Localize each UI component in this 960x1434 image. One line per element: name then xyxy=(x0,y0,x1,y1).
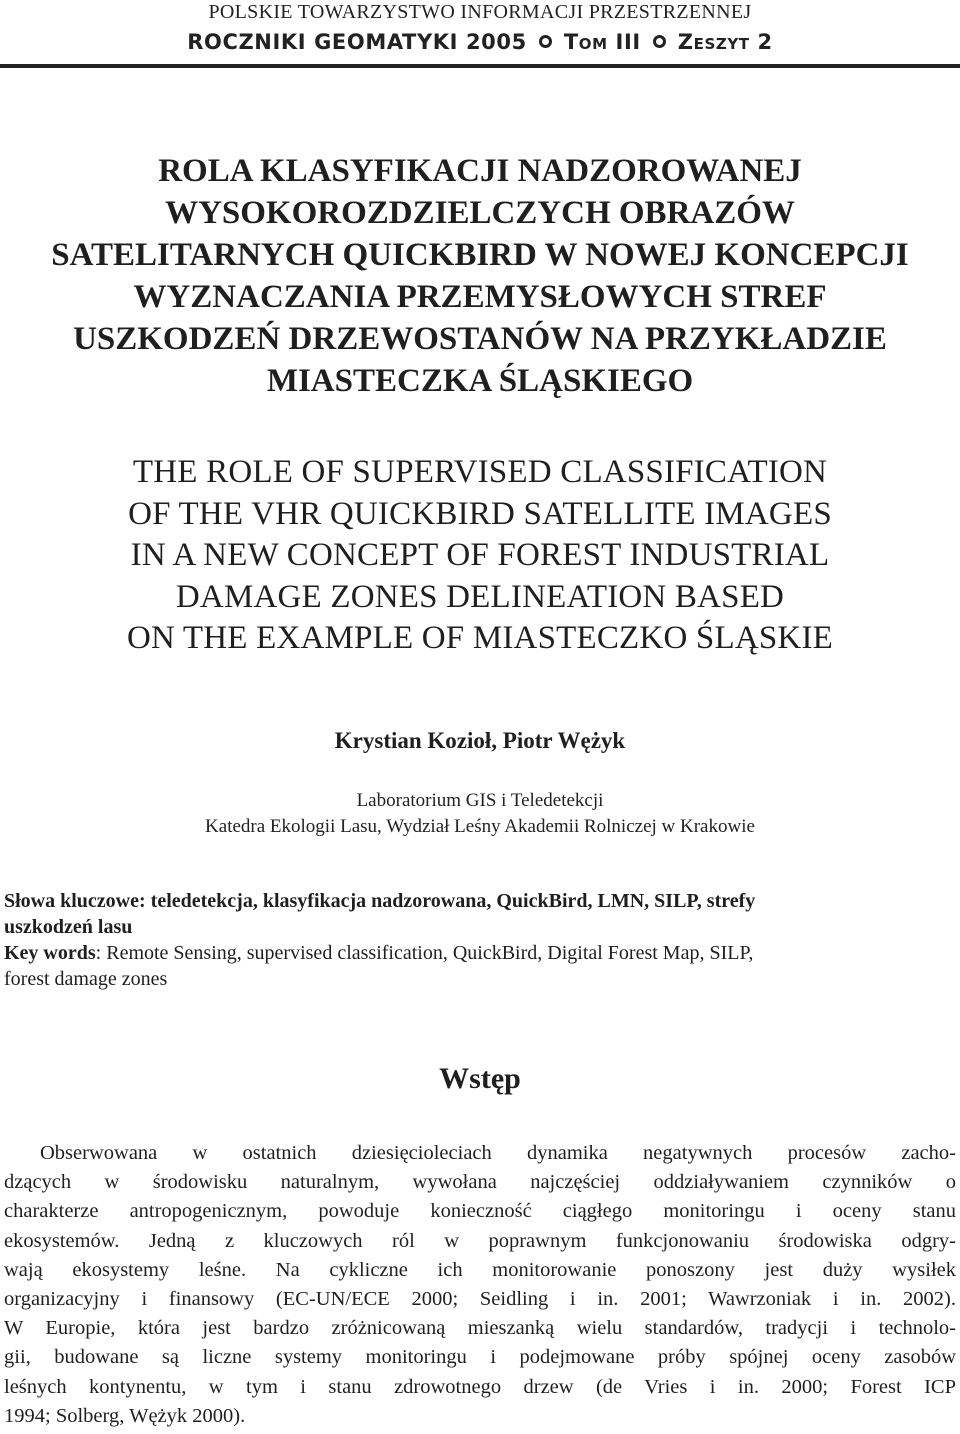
keywords-polish-line: uszkodzeń lasu xyxy=(4,916,133,938)
title-line: SATELITARNYCH QUICKBIRD W NOWEJ KONCEPCJI xyxy=(51,237,909,273)
affiliation xyxy=(0,788,960,840)
keywords-english-line: forest damage zones xyxy=(4,968,168,990)
bullet-icon xyxy=(539,35,552,48)
body-line: organizacyjny i finansowy (EC-UN/ECE 2000; Seidling i in. 2001; Wawrzoniak i in. 2002). xyxy=(4,1288,956,1311)
keywords-polish-line: Słowa kluczowe: teledetekcja, klasyfikacja nadzorowana, QuickBird, LMN, SILP, strefy xyxy=(4,890,756,912)
authors: Krystian Kozioł, Piotr Wężyk xyxy=(334,728,626,753)
body-line: 1994; Solberg, Wężyk 2000). xyxy=(4,1404,246,1427)
keywords-english-text: : Remote Sensing, supervised classification, QuickBird, Digital Forest Map, SILP, xyxy=(95,942,754,964)
body-line: Obserwowana w ostatnich dziesięcioleciach dynamika negatywnych procesów zacho- xyxy=(40,1142,956,1164)
journal-volume: Tom III xyxy=(563,30,641,54)
header-rule xyxy=(0,64,960,68)
body-line: W Europie, która jest bardzo zróżnicowaną mieszanką wielu standardów, tradycji i technolo- xyxy=(4,1317,956,1340)
journal-issue: Zeszyt 2 xyxy=(677,30,773,54)
section-title: Wstęp xyxy=(439,1062,521,1095)
title-polish xyxy=(0,150,960,402)
title-line: ON THE EXAMPLE OF MIASTECZKO ŚLĄSKIE xyxy=(126,620,834,656)
title-line: OF THE VHR QUICKBIRD SATELLITE IMAGES xyxy=(128,495,832,532)
keywords-english-line xyxy=(4,940,954,966)
keywords-english-label: Key words xyxy=(4,942,96,964)
title-line: DAMAGE ZONES DELINEATION BASED xyxy=(175,578,785,615)
title-line: THE ROLE OF SUPERVISED CLASSIFICATION xyxy=(132,454,828,490)
title-line: WYZNACZANIA PRZEMYSŁOWYCH STREF xyxy=(133,279,827,315)
bullet-icon xyxy=(653,35,666,48)
body-paragraph xyxy=(4,1139,956,1431)
affiliation-dept: Katedra Ekologii Lasu, Wydział Leśny Akademii Rolniczej w Krakowie xyxy=(205,816,755,837)
title-line: ROLA KLASYFIKACJI NADZOROWANEJ xyxy=(158,153,802,189)
title-english xyxy=(0,452,960,660)
body-line: charakterze antropogenicznym, powoduje konieczność ciągłego monitoringu i oceny stanu xyxy=(4,1200,956,1223)
journal-header xyxy=(0,30,960,54)
title-line: IN A NEW CONCEPT OF FOREST INDUSTRIAL xyxy=(130,537,830,573)
body-line: wają ekosystemy leśne. Na cykliczne ich monitorowanie ponoszony jest duży wysiłek xyxy=(4,1258,956,1281)
body-line: gii, budowane są liczne systemy monitoringu i podejmowane próby spójnej oceny zasobów xyxy=(4,1346,956,1369)
society-header: POLSKIE TOWARZYSTWO INFORMACJI PRZESTRZENNEJ xyxy=(208,1,752,23)
body-line: dzących w środowisku naturalnym, wywołana najczęściej oddziaływaniem czynników o xyxy=(4,1171,956,1194)
body-line: ekosystemów. Jedną z kluczowych ról w poprawnym funkcjonowaniu środowiska odgry- xyxy=(4,1229,956,1252)
journal-name: ROCZNIKI GEOMATYKI 2005 xyxy=(187,30,527,54)
title-line: USZKODZEŃ DRZEWOSTANÓW NA PRZYKŁADZIE xyxy=(73,321,887,357)
title-line: WYSOKOROZDZIELCZYCH OBRAZÓW xyxy=(165,195,795,231)
keywords-block xyxy=(4,888,954,992)
affiliation-lab: Laboratorium GIS i Teledetekcji xyxy=(356,790,604,811)
title-line: MIASTECZKA ŚLĄSKIEGO xyxy=(266,363,694,399)
body-line: leśnych kontynentu, w tym i stanu zdrowotnego drzew (de Vries i in. 2000; Forest ICP xyxy=(4,1375,956,1398)
